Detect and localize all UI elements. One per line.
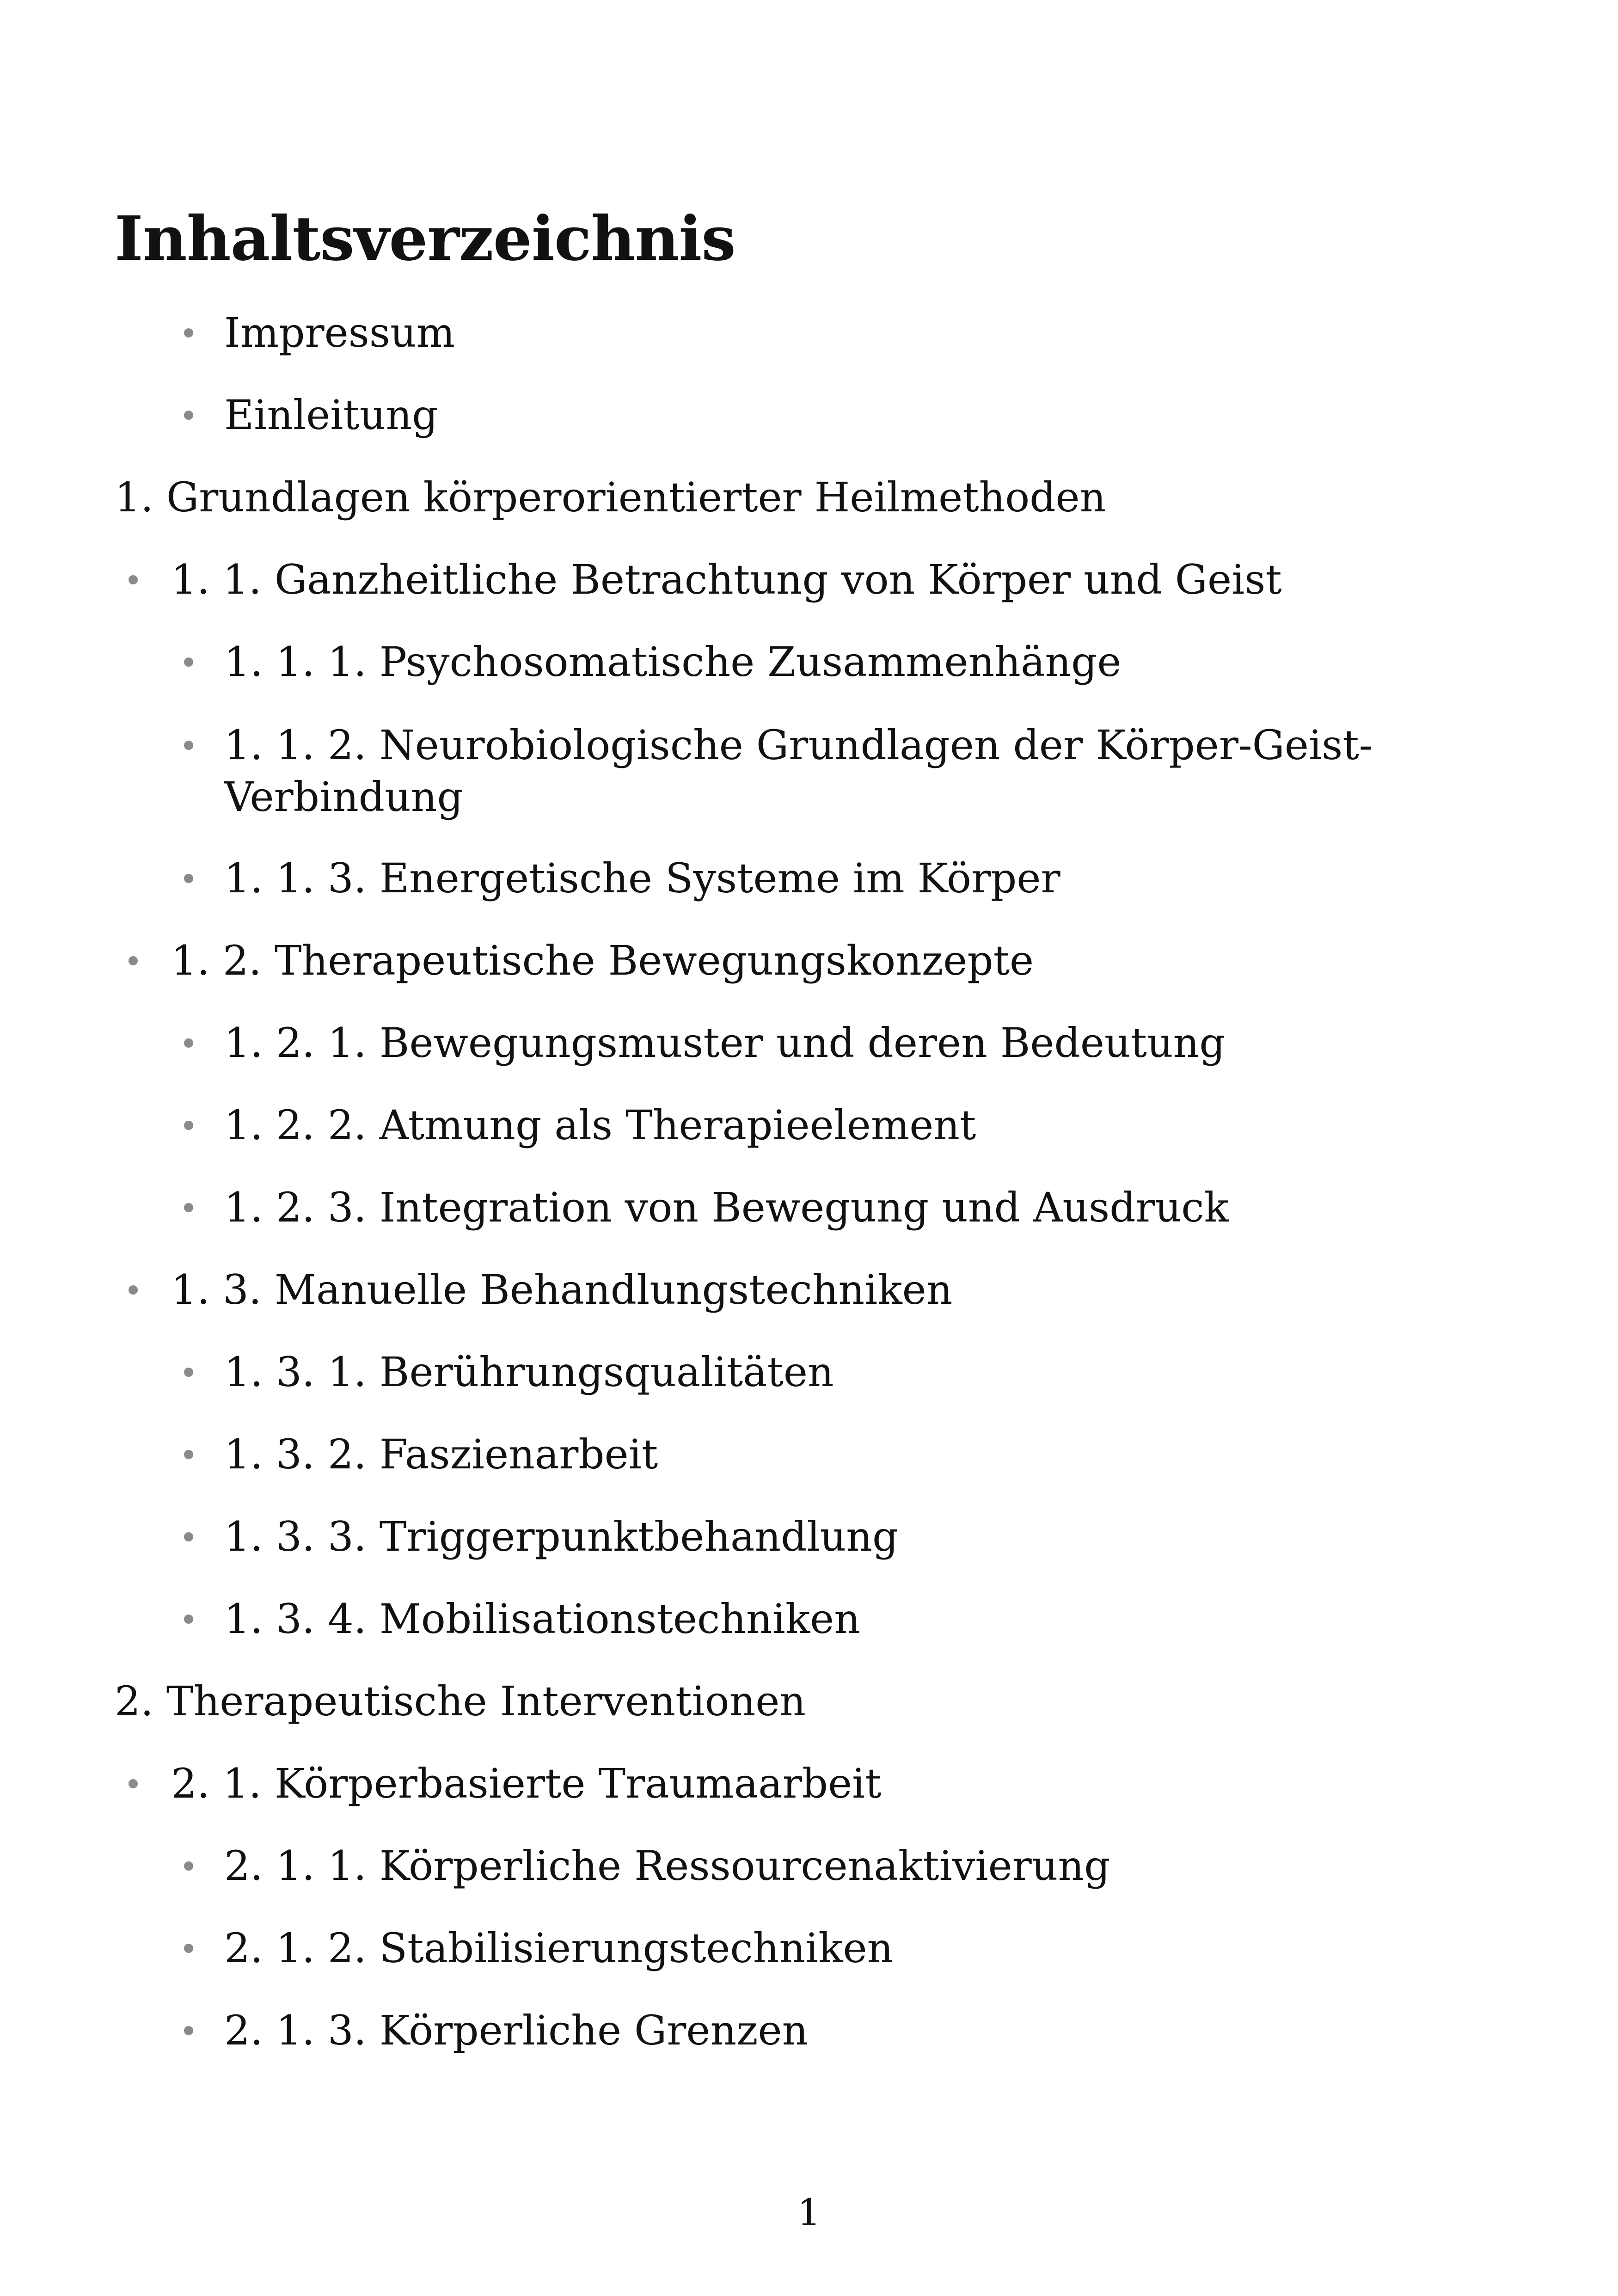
toc-bullet [184, 1038, 193, 1048]
toc-entry-2-1[interactable]: 2. 1. Körperbasierte Traumaarbeit [171, 1760, 882, 1807]
toc-entry-impressum[interactable]: Impressum [224, 309, 455, 356]
toc-entry-1-1-3[interactable]: 1. 1. 3. Energetische Systeme im Körper [224, 854, 1060, 902]
page-title: Inhaltsverzeichnis [115, 203, 735, 275]
toc-bullet [129, 575, 138, 584]
toc-entry-2-1-3[interactable]: 2. 1. 3. Körperliche Grenzen [224, 2007, 809, 2054]
toc-entry-1-1-2[interactable]: 1. 1. 2. Neurobiologische Grundlagen der Körper-Geist-Verbindung [224, 721, 1373, 821]
toc-bullet [184, 411, 193, 420]
toc-entry-1-3-3[interactable]: 1. 3. 3. Triggerpunktbehandlung [224, 1513, 899, 1560]
toc-entry-chapter-1[interactable]: 1. Grundlagen körperorientierter Heilmethoden [115, 473, 1106, 521]
toc-bullet [129, 1779, 138, 1788]
toc-bullet [184, 2026, 193, 2035]
toc-bullet [184, 741, 193, 750]
toc-bullet [184, 1203, 193, 1212]
toc-entry-1-3-4[interactable]: 1. 3. 4. Mobilisationstechniken [224, 1595, 860, 1643]
toc-bullet [129, 1285, 138, 1295]
toc-entry-chapter-2[interactable]: 2. Therapeutische Interventionen [115, 1677, 806, 1725]
toc-bullet [184, 1121, 193, 1130]
toc-bullet [184, 874, 193, 883]
toc-bullet [129, 956, 138, 965]
toc-entry-1-2-2[interactable]: 1. 2. 2. Atmung als Therapieelement [224, 1101, 976, 1149]
page-number: 1 [797, 2191, 821, 2234]
toc-entry-1-2-3[interactable]: 1. 2. 3. Integration von Bewegung und Ausdruck [224, 1184, 1229, 1231]
toc-entry-1-3-1[interactable]: 1. 3. 1. Berührungsqualitäten [224, 1348, 834, 1396]
toc-entry-1-1-1[interactable]: 1. 1. 1. Psychosomatische Zusammenhänge [224, 638, 1122, 686]
toc-entry-einleitung[interactable]: Einleitung [224, 391, 438, 439]
toc-bullet [184, 1615, 193, 1624]
toc-bullet [184, 328, 193, 338]
toc-bullet [184, 1861, 193, 1871]
toc-entry-2-1-2[interactable]: 2. 1. 2. Stabilisierungstechniken [224, 1924, 894, 1972]
toc-bullet [184, 1944, 193, 1953]
toc-entry-2-1-1[interactable]: 2. 1. 1. Körperliche Ressourcenaktivierung [224, 1842, 1110, 1890]
toc-bullet [184, 657, 193, 667]
toc-entry-1-3[interactable]: 1. 3. Manuelle Behandlungstechniken [171, 1266, 953, 1314]
toc-bullet [184, 1368, 193, 1377]
toc-entry-1-2[interactable]: 1. 2. Therapeutische Bewegungskonzepte [171, 937, 1034, 984]
toc-bullet [184, 1532, 193, 1541]
toc-entry-1-3-2[interactable]: 1. 3. 2. Faszienarbeit [224, 1430, 658, 1478]
toc-entry-1-1[interactable]: 1. 1. Ganzheitliche Betrachtung von Körper und Geist [171, 556, 1282, 603]
toc-entry-1-2-1[interactable]: 1. 2. 1. Bewegungsmuster und deren Bedeutung [224, 1019, 1226, 1067]
toc-bullet [184, 1450, 193, 1459]
